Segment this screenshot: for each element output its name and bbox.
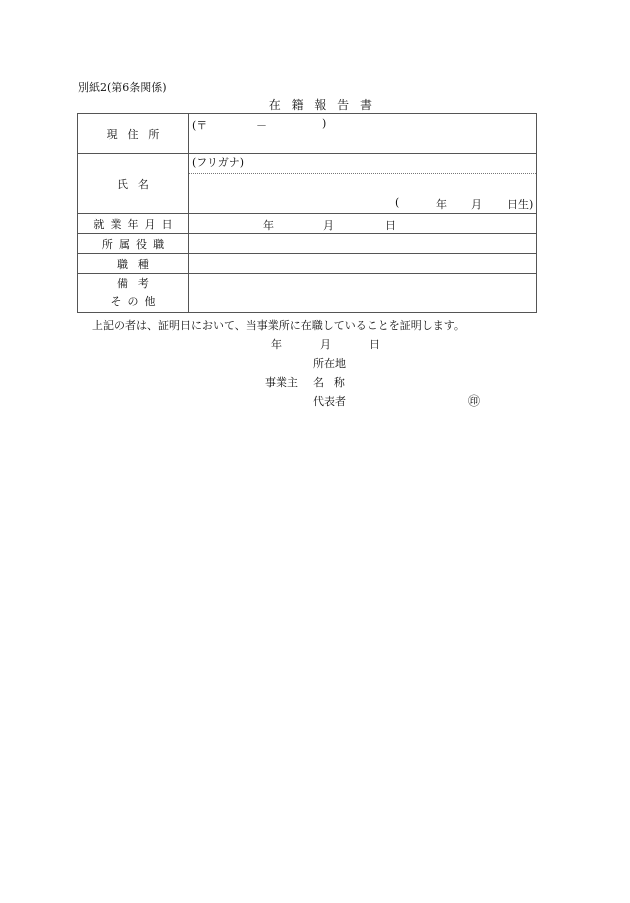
remarks-label-line1: 備考 xyxy=(117,277,159,290)
furigana-label: (フリガナ) xyxy=(192,156,245,169)
job-type-field[interactable] xyxy=(189,254,537,274)
document-title: 在籍報告書 xyxy=(268,98,383,112)
signature-month: 月 xyxy=(320,338,331,351)
employment-date-label: 就業年月日 xyxy=(93,217,179,231)
birth-open: ( xyxy=(395,196,400,209)
location-label: 所在地 xyxy=(313,357,346,370)
employer-label: 事業主 xyxy=(265,376,298,389)
remarks-row xyxy=(78,274,537,313)
remarks-label-cell xyxy=(78,274,189,313)
signature-year: 年 xyxy=(271,338,282,351)
position-label: 所属役職 xyxy=(101,237,171,251)
position-label-cell xyxy=(78,234,189,254)
name-label-cell xyxy=(78,154,189,214)
address-label-cell xyxy=(78,114,189,154)
employment-day: 日 xyxy=(385,219,396,232)
address-field[interactable] xyxy=(189,114,537,154)
birth-month: 月 xyxy=(471,198,482,211)
signature-day: 日 xyxy=(369,338,380,351)
report-form-table xyxy=(77,113,537,313)
job-type-row xyxy=(78,254,537,274)
representative-label: 代表者 xyxy=(313,395,346,408)
address-label: 現住所 xyxy=(106,127,170,141)
certification-statement: 上記の者は、証明日において、当事業所に在職していることを証明します。 xyxy=(92,319,465,332)
address-row xyxy=(78,114,537,154)
header-note: 別紙2(第6条関係) xyxy=(78,81,167,94)
name-label: 氏名 xyxy=(117,177,159,191)
seal-mark: ㊞ xyxy=(468,394,481,408)
postal-open: (〒 xyxy=(192,119,208,132)
name-field[interactable] xyxy=(189,154,537,214)
job-type-label: 職種 xyxy=(117,257,159,271)
employment-date-row xyxy=(78,214,537,234)
position-field[interactable] xyxy=(189,234,537,254)
employment-date-field[interactable] xyxy=(189,214,537,234)
birth-year: 年 xyxy=(436,198,447,211)
birth-day: 日生) xyxy=(507,198,534,211)
employment-year: 年 xyxy=(263,219,274,232)
employer-name-label: 名称 xyxy=(313,376,355,389)
remarks-field[interactable] xyxy=(189,274,537,313)
postal-dash: － xyxy=(256,119,267,132)
employment-date-label-cell xyxy=(78,214,189,234)
employment-month: 月 xyxy=(323,219,334,232)
remarks-label-line2: その他 xyxy=(110,295,162,308)
postal-close: ) xyxy=(322,117,327,130)
name-row xyxy=(78,154,537,214)
job-type-label-cell xyxy=(78,254,189,274)
position-row xyxy=(78,234,537,254)
furigana-line xyxy=(189,154,536,174)
